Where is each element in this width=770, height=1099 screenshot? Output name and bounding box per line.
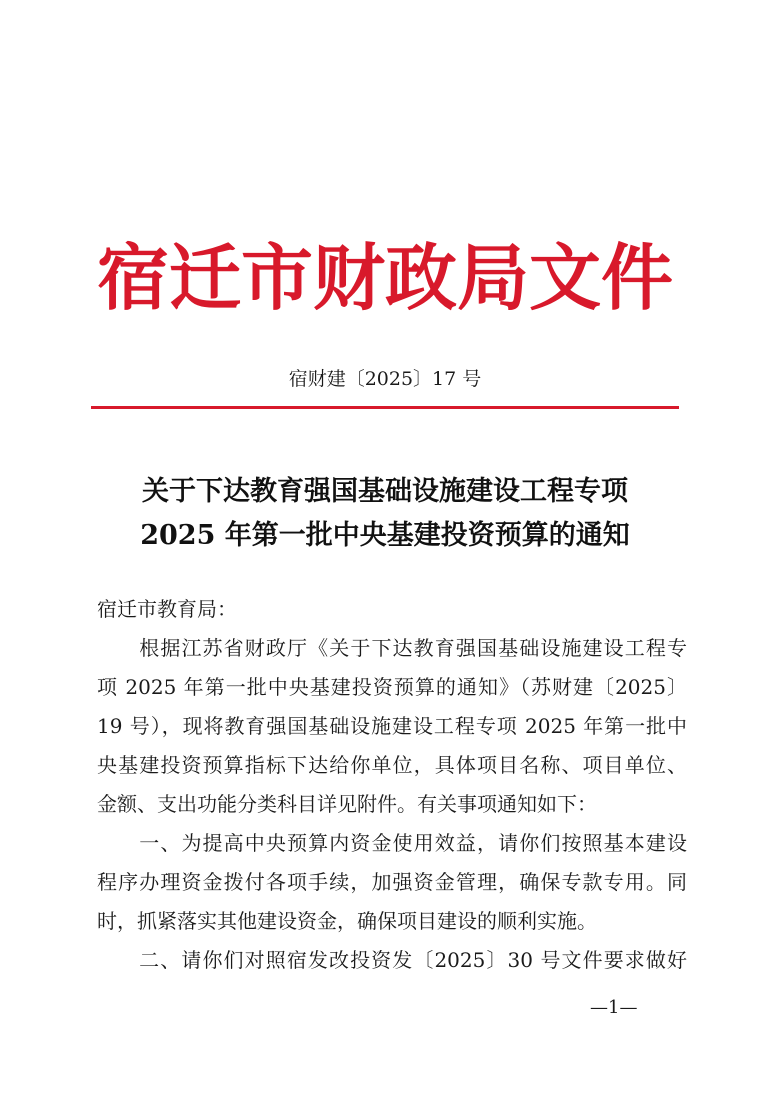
body-line: 19 号），现将教育强国基础设施建设工程专项 2025 年第一批中 xyxy=(97,714,687,738)
notice-title-line-2: 2025 年第一批中央基建投资预算的通知 xyxy=(140,520,630,551)
body-line: 程序办理资金拨付各项手续，加强资金管理，确保专款专用。同 xyxy=(97,870,687,894)
notice-title-line-1: 关于下达教育强国基础设施建设工程专项 xyxy=(142,476,628,507)
body-line: 二、请你们对照宿发改投资发〔2025〕30 号文件要求做好 xyxy=(97,948,687,972)
body-line: 央基建投资预算指标下达给你单位，具体项目名称、项目单位、 xyxy=(97,753,687,777)
salutation: 宿迁市教育局： xyxy=(97,597,237,621)
document-number: 宿财建〔2025〕17 号 xyxy=(288,368,482,390)
body-line: 金额、支出功能分类科目详见附件。有关事项通知如下： xyxy=(97,792,597,816)
body-line: 项 2025 年第一批中央基建投资预算的通知》（苏财建〔2025〕 xyxy=(97,675,687,699)
body-line: 根据江苏省财政厅《关于下达教育强国基础设施建设工程专 xyxy=(97,636,687,660)
page-number: —1— xyxy=(590,997,638,1018)
body-line: 一、为提高中央预算内资金使用效益，请你们按照基本建设 xyxy=(97,831,687,855)
red-separator-line xyxy=(91,406,679,409)
notice-title xyxy=(60,470,710,558)
body-text xyxy=(97,590,687,980)
body-line: 时，抓紧落实其他建设资金，确保项目建设的顺利实施。 xyxy=(97,909,597,933)
masthead-title: 宿迁市财政局文件 xyxy=(96,235,673,320)
